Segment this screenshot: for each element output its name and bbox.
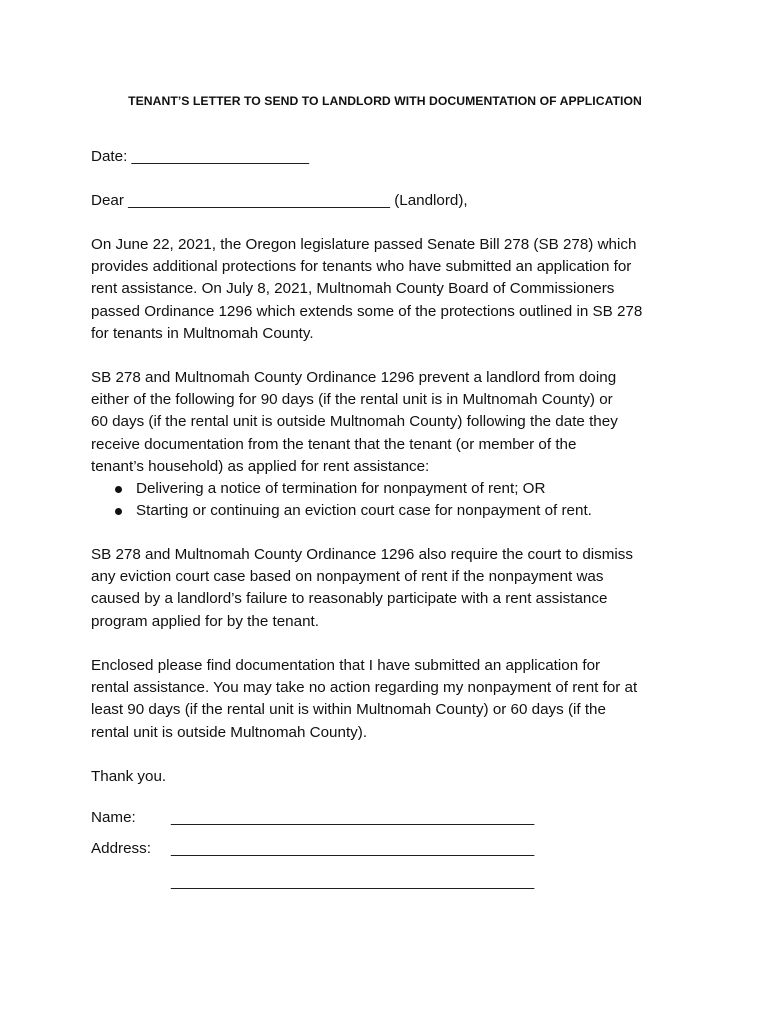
paragraph-line: either of the following for 90 days (if the rental unit is in Multnomah County) or <box>91 391 613 409</box>
name-label: Name: <box>91 809 136 826</box>
paragraph-landlord-restrictions <box>91 367 691 522</box>
paragraph-line: passed Ordinance 1296 which extends some of the protections outlined in SB 278 <box>91 302 643 320</box>
closing-line: Thank you. <box>91 768 167 785</box>
restriction-list <box>91 478 691 522</box>
paragraph-line: provides additional protections for tenants who have submitted an application for <box>91 258 632 276</box>
paragraph-line: SB 278 and Multnomah County Ordinance 1296 also require the court to dismiss <box>91 546 633 563</box>
paragraph-enclosed-documentation <box>91 655 691 744</box>
paragraph-line: for tenants in Multnomah County. <box>91 324 314 342</box>
list-item-text: Starting or continuing an eviction court case for nonpayment of rent. <box>136 502 592 520</box>
paragraph-line: On June 22, 2021, the Oregon legislature passed Senate Bill 278 (SB 278) which <box>91 236 637 253</box>
address-blank-2[interactable]: ___________________________________________ <box>171 873 535 890</box>
list-item <box>91 500 691 522</box>
address-blank-1[interactable]: ___________________________________________ <box>171 840 535 857</box>
paragraph-line: rental unit is outside Multnomah County). <box>91 723 368 741</box>
list-item-text: Delivering a notice of termination for nonpayment of rent; OR <box>136 480 546 498</box>
paragraph-line: rental assistance. You may take no action regarding my nonpayment of rent for at <box>91 679 638 697</box>
paragraph-line: tenant’s household) as applied for rent assistance: <box>91 457 430 475</box>
paragraph-line: rent assistance. On July 8, 2021, Multnomah County Board of Commissioners <box>91 280 615 298</box>
paragraph-line: least 90 days (if the rental unit is within Multnomah County) or 60 days (if the <box>91 701 606 719</box>
address-label: Address: <box>91 840 151 857</box>
paragraph-line: 60 days (if the rental unit is outside Multnomah County) following the date they <box>91 413 618 431</box>
date-line: Date: _____________________ <box>91 148 309 165</box>
paragraph-line: receive documentation from the tenant that the tenant (or member of the <box>91 435 577 453</box>
salutation-line: Dear _______________________________ (Landlord), <box>91 192 468 209</box>
paragraph-court-dismissal <box>91 544 691 633</box>
paragraph-sb278-intro <box>91 234 691 345</box>
paragraph-line: any eviction court case based on nonpayment of rent if the nonpayment was <box>91 568 604 586</box>
bullet-icon <box>115 486 122 493</box>
bullet-icon <box>115 508 122 515</box>
paragraph-line: Enclosed please find documentation that I have submitted an application for <box>91 657 601 674</box>
name-blank[interactable]: ___________________________________________ <box>171 809 535 826</box>
page-title: TENANT’S LETTER TO SEND TO LANDLORD WITH DOCUMENTATION OF APPLICATION <box>128 94 642 108</box>
paragraph-line: caused by a landlord’s failure to reasonably participate with a rent assistance <box>91 590 608 608</box>
paragraph-line: program applied for by the tenant. <box>91 612 319 630</box>
list-item <box>91 478 691 500</box>
paragraph-line: SB 278 and Multnomah County Ordinance 1296 prevent a landlord from doing <box>91 369 617 386</box>
